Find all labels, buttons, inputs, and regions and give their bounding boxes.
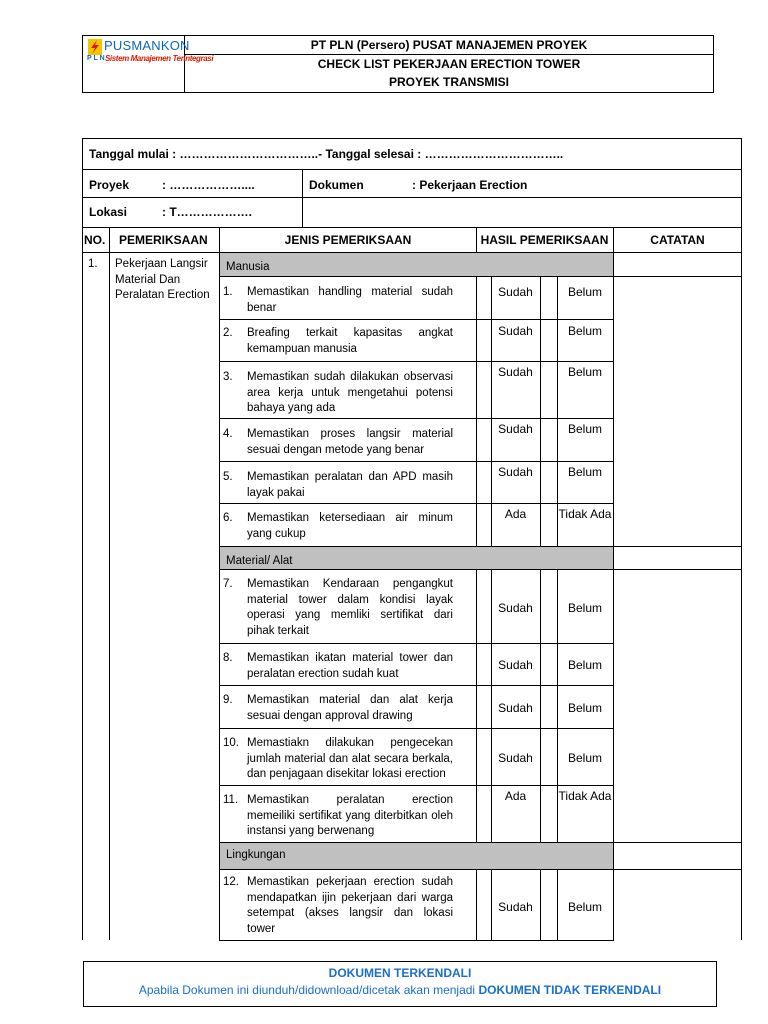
col-pemeriksaan: PEMERIKSAAN	[119, 233, 208, 247]
logo-pln: P L N	[87, 55, 105, 62]
logo-subtitle: Sistem Manajemen Terintegrasi	[105, 54, 214, 63]
cell-line	[476, 728, 477, 785]
tanggal-field: Tanggal mulai : ……………………………..- Tanggal selesai : ……………………………..	[89, 147, 564, 161]
footer-note	[83, 983, 717, 997]
cell-line	[540, 319, 541, 361]
item-text: Memastikan peralatan dan APD masih layak pakai	[247, 471, 453, 499]
result-option-no[interactable]: Belum	[567, 285, 602, 299]
cell-line	[476, 685, 477, 728]
section-manusia	[220, 253, 613, 276]
result-option-no[interactable]: Belum	[567, 900, 602, 914]
cell-line	[476, 869, 477, 940]
item-text: Memastikan peralatan erection memeiliki sertifikat yang diterbitkan oleh instansi yang berwenang	[247, 794, 453, 837]
result-option-yes[interactable]: Sudah	[498, 365, 533, 379]
cell-line	[540, 361, 541, 418]
col-hasil: HASIL PEMERIKSAAN	[480, 233, 609, 247]
row-line	[613, 546, 742, 547]
footer-title: DOKUMEN TERKENDALI	[328, 966, 472, 980]
result-option-yes[interactable]: Sudah	[498, 285, 533, 299]
header-project: PROYEK TRANSMISI	[388, 75, 509, 89]
item-number: 8.	[223, 652, 233, 664]
col-catatan: CATATAN	[650, 233, 705, 247]
result-option-no[interactable]: Tidak Ada	[558, 507, 612, 521]
cell-line	[476, 361, 477, 418]
result-option-yes[interactable]: Sudah	[498, 324, 533, 338]
item-text: Breafing terkait kapasitas angkat kemampuan manusia	[247, 327, 453, 355]
item-number: 12.	[223, 876, 239, 888]
item-text: Memastikan ikatan material tower dan peralatan erection sudah kuat	[247, 652, 453, 680]
result-option-yes[interactable]: Sudah	[498, 658, 533, 672]
header-subtitle: CHECK LIST PEKERJAAN ERECTION TOWER	[317, 57, 581, 71]
item-number: 2.	[223, 327, 233, 339]
result-option-no[interactable]: Tidak Ada	[558, 789, 612, 803]
item-number: 3.	[223, 371, 233, 383]
item-number: 6.	[223, 512, 233, 524]
cell-line	[540, 643, 541, 685]
result-option-no[interactable]: Belum	[567, 465, 602, 479]
result-option-no[interactable]: Belum	[567, 701, 602, 715]
row-line	[82, 197, 742, 198]
item-number: 1.	[223, 286, 233, 298]
item-number: 9.	[223, 694, 233, 706]
header-title: PT PLN (Persero) PUSAT MANAJEMEN PROYEK	[310, 38, 588, 52]
cell-line	[540, 569, 541, 643]
proyek-label: Proyek	[89, 178, 130, 192]
item-text: Memastikan sudah dilakukan observasi area kerja untuk mengetahui potensi bahaya yang ada	[247, 371, 453, 414]
row-line	[613, 869, 742, 870]
item-text: Memastikan proses langsir material sesuai dengan metode yang benar	[247, 428, 453, 456]
col-line	[302, 169, 303, 227]
item-number: 11.	[223, 794, 239, 806]
item-text: Memastikan Kendaraan pengangkut material tower dalam kondisi layak operasi yang memliki sertifikat dari pihak terkait	[247, 578, 453, 637]
cell-line	[476, 785, 477, 842]
item-text: Memastikan pekerjaan erection sudah mendapatkan ijin pekerjaan dari warga setempat (akses langsir dan lokasi tower	[247, 876, 453, 935]
item-text: Memastikan handling material sudah benar	[247, 286, 453, 314]
item-text: Memastikan ketersediaan air minum yang cukup	[247, 512, 453, 540]
lokasi-label: Lokasi	[89, 205, 128, 219]
cell-line	[476, 461, 477, 503]
cell-line	[476, 503, 477, 546]
lightning-icon	[88, 39, 102, 55]
item-text: Memastiakn dilakukan pengecekan jumlah material dan alat secara berkala, dan penjagaan disekitar lokasi erection	[247, 737, 453, 780]
result-option-yes[interactable]: Sudah	[498, 601, 533, 615]
result-option-no[interactable]: Belum	[567, 658, 602, 672]
item-number: 4.	[223, 428, 233, 440]
item-number: 10.	[223, 737, 239, 749]
dokumen-value: : Pekerjaan Erection	[412, 178, 528, 192]
cell-line	[476, 276, 477, 319]
cell-line	[540, 503, 541, 546]
row-pemeriksaan: Pekerjaan Langsir Material Dan Peralatan Erection	[115, 258, 210, 301]
row-line	[613, 276, 742, 277]
lokasi-value: : T……………….	[162, 205, 252, 219]
result-option-yes[interactable]: Sudah	[498, 701, 533, 715]
item-number: 5.	[223, 471, 233, 483]
result-option-yes[interactable]: Sudah	[498, 422, 533, 436]
row-no: 1.	[88, 258, 98, 270]
pln-logo	[86, 38, 214, 72]
proyek-value: : ………………....	[162, 178, 255, 192]
result-option-yes[interactable]: Sudah	[498, 751, 533, 765]
cell-line	[476, 569, 477, 643]
col-no: NO.	[84, 233, 106, 247]
cell-line	[476, 418, 477, 461]
footer-note-bold: DOKUMEN TIDAK TERKENDALI	[478, 983, 662, 997]
row-line	[82, 169, 742, 170]
cell-line	[476, 643, 477, 685]
result-option-yes[interactable]: Sudah	[498, 900, 533, 914]
result-option-no[interactable]: Belum	[567, 751, 602, 765]
header-line	[184, 54, 714, 55]
result-option-no[interactable]: Belum	[567, 422, 602, 436]
result-option-yes[interactable]: Ada	[504, 507, 527, 521]
cell-line	[540, 461, 541, 503]
row-line	[613, 569, 742, 570]
dokumen-label: Dokumen	[309, 178, 364, 192]
col-line	[476, 227, 477, 253]
result-option-no[interactable]: Belum	[567, 601, 602, 615]
result-option-yes[interactable]: Sudah	[498, 465, 533, 479]
footer-note-text: Apabila Dokumen ini diunduh/didownload/dicetak akan menjadi	[138, 983, 479, 997]
col-line	[109, 227, 110, 940]
cell-line	[540, 869, 541, 940]
cell-line	[540, 418, 541, 461]
cell-line	[540, 728, 541, 785]
result-option-no[interactable]: Belum	[567, 324, 602, 338]
result-option-yes[interactable]: Ada	[504, 789, 527, 803]
cell-line	[540, 276, 541, 319]
row-line	[613, 842, 742, 843]
section-label: Lingkungan	[226, 849, 286, 861]
col-jenis: JENIS PEMERIKSAAN	[284, 233, 412, 247]
result-option-no[interactable]: Belum	[567, 365, 602, 379]
row-line	[82, 227, 742, 228]
logo-name: PUSMANKON	[104, 38, 190, 53]
section-label: Material/ Alat	[226, 555, 293, 567]
cell-line	[476, 319, 477, 361]
section-label: Manusia	[226, 261, 270, 273]
item-number: 7.	[223, 578, 233, 590]
item-text: Memastikan material dan alat kerja sesuai dengan approval drawing	[247, 694, 453, 722]
cell-line	[540, 685, 541, 728]
cell-line	[540, 785, 541, 842]
